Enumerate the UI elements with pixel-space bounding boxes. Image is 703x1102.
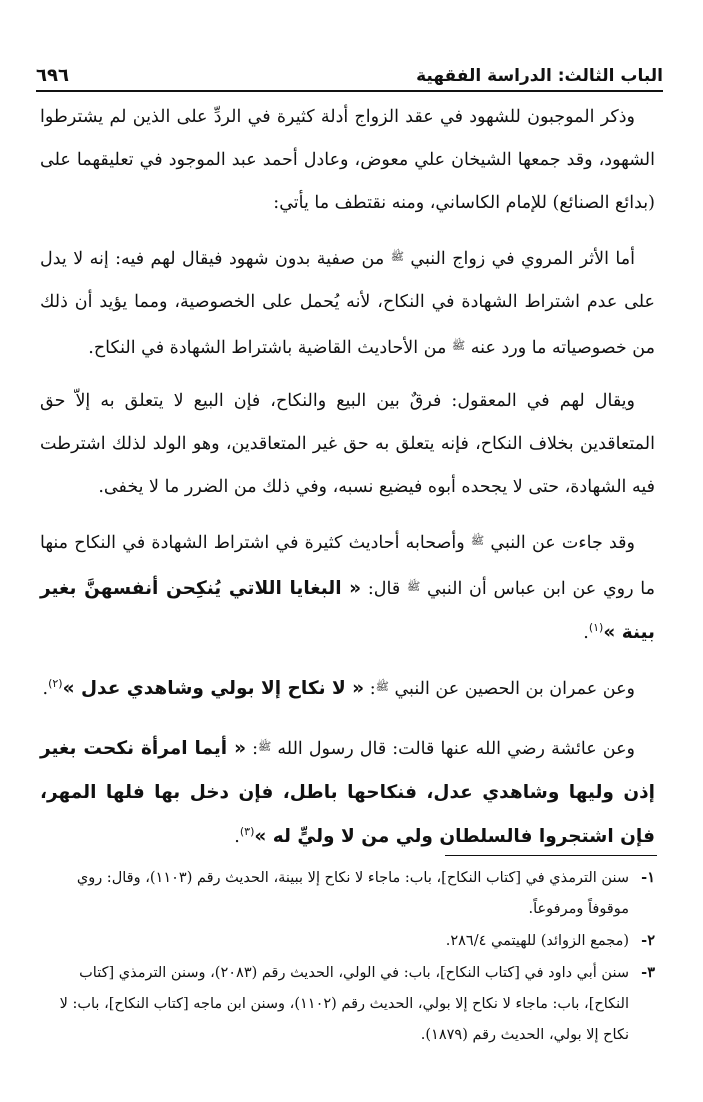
salla-honorific: ﷺ [258, 740, 272, 753]
text-segment: وذكر الموجبون للشهود في عقد الزواج أدلة كثيرة في الردِّ على الذين لم يشترطوا الشهود، وقد جمعها الشيخان علي معوض، وعادل أحمد عبد الموجود في تعليقهما على (بدائع الصنائع) للإمام الكاساني، ومنه نقتطف ما يأتي: [40, 107, 655, 213]
salla-honorific: ﷺ [375, 680, 389, 693]
salla-honorific: ﷺ [406, 580, 421, 593]
running-header [36, 58, 663, 92]
hadith-quote: « لا نكاح إلا بولي وشاهدي عدل » [62, 678, 365, 699]
footnote-ref: (١) [588, 621, 604, 635]
text-segment: أما الأثر المروي في زواج النبي [403, 249, 635, 269]
page-number: ٦٩٦ [36, 65, 69, 86]
text-segment: : [364, 679, 376, 699]
hadith-quote: « أيما امرأة نكحت بغير إذن وليها وشاهدي عدل، فنكاحها باطل، فإن دخل بها فلها المهر، فإن اشتجروا فالسلطان ولي من لا وليٍّ له » [40, 738, 655, 847]
footnote-3: ٣-سنن أبي داود في [كتاب النكاح]، باب: في الولي، الحديث رقم (٢٠٨٣)، وسنن الترمذي [كتاب النكاح]، باب: ماجاء لا نكاح إلا بولي، الحديث رقم (١١٠٢)، وسنن ابن ماجه [كتاب النكاح]، باب: لا نكاح إلا بولي، الحديث رقم (١٨٧٩). [59, 964, 655, 1043]
footnote-2: ٢-(مجمع الزوائد) للهيتمي ٢٨٦/٤. [445, 932, 655, 949]
salla-honorific: ﷺ [451, 339, 466, 352]
text-segment: . [42, 679, 49, 699]
paragraph-6 [40, 725, 655, 859]
footnote-1: ١-سنن الترمذي في [كتاب النكاح]، باب: ماجاء لا نكاح إلا ببينة، الحديث رقم (١١٠٣)، وقال: روي موقوفاً ومرفوعاً. [76, 869, 655, 917]
main-text [40, 96, 655, 869]
text-segment: وعن عائشة رضي الله عنها قالت: قال رسول الله [271, 739, 635, 759]
footnote-ref: (٣) [239, 825, 255, 839]
text-segment: من صفية بدون شهود فيقال لهم فيه: إنه لا يدل على عدم اشتراط الشهادة في النكاح، لأنه يُحمل على الخصوصية، ومما يؤيد أن ذلك من خصوصياته ما ورد عنه [40, 249, 655, 358]
text-segment: . [234, 827, 240, 847]
hadith-quote: « البغايا اللاتي يُنكِحن أنفسهنَّ بغير بينة » [40, 578, 655, 643]
text-segment: ويقال لهم في المعقول: فرقٌ بين البيع والنكاح، فإن البيع لا يتعلق به إلاّ حق المتعاقدين بخلاف النكاح، فإنه يتعلق به حق غير المتعاقدين، وهو الولد لذلك اشترطت فيه الشهادة، حتى لا يجحده أبوه فيضيع نسبه، وفي ذلك من الضرر ما لا يخفى. [40, 391, 655, 497]
footnote-divider [445, 855, 657, 856]
footnotes [44, 862, 655, 1051]
chapter-title: الباب الثالث: الدراسة الفقهية [416, 66, 663, 86]
text-segment: قال: [361, 579, 407, 599]
footnote-ref: (٢) [48, 677, 63, 691]
salla-honorific: ﷺ [470, 534, 485, 547]
paragraph-1 [40, 96, 655, 225]
salla-honorific: ﷺ [390, 250, 404, 263]
paragraph-2 [40, 235, 655, 370]
text-segment: وقد جاءت عن النبي [484, 533, 635, 553]
paragraph-3 [40, 380, 655, 509]
text-segment: : [246, 739, 259, 759]
text-segment: وعن عمران بن الحصين عن النبي [388, 679, 635, 699]
paragraph-4 [40, 519, 655, 655]
text-segment: وأصحابه أحاديث كثيرة في اشتراط الشهادة في النكاح منها ما روي عن ابن عباس أن النبي [40, 533, 656, 599]
text-segment: . [583, 623, 589, 643]
paragraph-5 [40, 665, 655, 711]
text-segment: من الأحاديث القاضية باشتراط الشهادة في النكاح. [88, 338, 452, 358]
